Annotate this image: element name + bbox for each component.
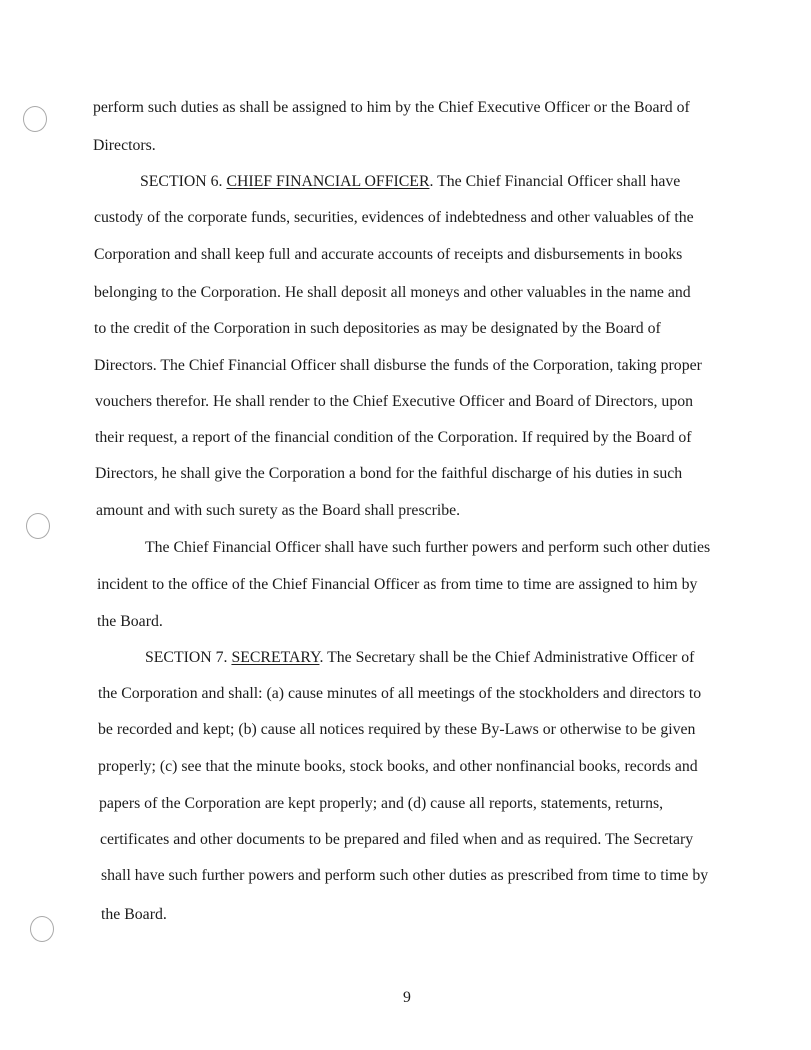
paragraph-line: the Board. <box>101 906 167 923</box>
punch-hole-icon <box>30 916 54 942</box>
paragraph-line: The Chief Financial Officer shall have such further powers and perform such other duties <box>145 539 711 556</box>
paragraph-line: incident to the office of the Chief Financial Officer as from time to time are assigned to him by <box>97 576 698 593</box>
section-7-lead: SECTION 7. <box>145 649 232 666</box>
paragraph-line: shall have such further powers and perform such other duties as prescribed from time to time by <box>101 867 709 884</box>
section-7-first-line-rest: . The Secretary shall be the Chief Administrative Officer of <box>319 649 695 666</box>
section-6-lead: SECTION 6. <box>140 173 227 190</box>
paragraph-line: belonging to the Corporation. He shall deposit all moneys and other valuables in the name and <box>94 284 691 301</box>
paragraph-line: vouchers therefor. He shall render to the Chief Executive Officer and Board of Directors, upon <box>95 393 694 410</box>
paragraph-line: perform such duties as shall be assigned to him by the Chief Executive Officer or the Board of <box>93 99 690 116</box>
section-7-heading: SECRETARY <box>231 649 320 666</box>
section-6-first-line-rest: . The Chief Financial Officer shall have <box>429 173 681 190</box>
paragraph-line: papers of the Corporation are kept properly; and (d) cause all reports, statements, returns, <box>99 795 664 812</box>
paragraph-line: custody of the corporate funds, securities, evidences of indebtedness and other valuables of the <box>94 209 694 226</box>
paragraph-line: their request, a report of the financial condition of the Corporation. If required by the Board of <box>95 429 692 446</box>
paragraph-line: amount and with such surety as the Board shall prescribe. <box>96 502 461 519</box>
page-number: 9 <box>403 989 411 1006</box>
paragraph-line: properly; (c) see that the minute books, stock books, and other nonfinancial books, records and <box>98 758 698 775</box>
punch-hole-icon <box>26 513 50 539</box>
paragraph-line: Directors, he shall give the Corporation a bond for the faithful discharge of his duties in such <box>95 465 683 482</box>
paragraph-line: Directors. <box>93 137 156 154</box>
section-7-first-line <box>145 648 694 668</box>
paragraph-line: the Board. <box>97 613 163 630</box>
punch-hole-icon <box>23 106 47 132</box>
paragraph-line: to the credit of the Corporation in such depositories as may be designated by the Board of <box>94 320 661 337</box>
section-6-heading: CHIEF FINANCIAL OFFICER <box>226 173 430 190</box>
paragraph-line: certificates and other documents to be prepared and filed when and as required. The Secretary <box>100 831 694 848</box>
paragraph-line: the Corporation and shall: (a) cause minutes of all meetings of the stockholders and directors to <box>98 685 702 702</box>
section-6-first-line <box>140 172 680 192</box>
paragraph-line: Corporation and shall keep full and accurate accounts of receipts and disbursements in books <box>94 246 683 263</box>
paragraph-line: Directors. The Chief Financial Officer shall disburse the funds of the Corporation, taking proper <box>94 357 702 374</box>
paragraph-line: be recorded and kept; (b) cause all notices required by these By-Laws or otherwise to be given <box>98 721 696 738</box>
